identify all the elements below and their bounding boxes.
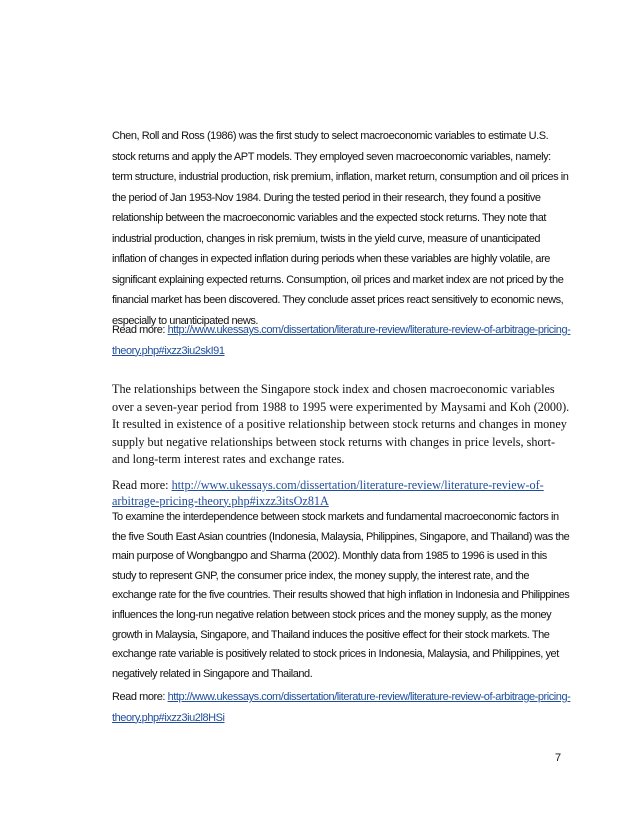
read-more-link-3[interactable]: http://www.ukessays.com/dissertation/literature-review/literature-review-of-arbitrage-pricing-theory.php#ixzz3iu2l8HSi (112, 691, 571, 724)
read-more-3 (112, 687, 572, 728)
paragraph-chen-roll-ross: Chen, Roll and Ross (1986) was the first study to select macroeconomic variables to estimate U.S. stock returns and apply the APT models. They employed seven macroeconomic variables, namely: term structure, industrial production, risk premium, inflation, market return, consumption and oil prices in the period of Jan 1953-Nov 1984. During the tested period in their research, they found a positive relationship between the macroeconomic variables and the expected stock returns. They note that industrial production, changes in risk premium, twists in the yield curve, measure of unanticipated inflation of changes in expected inflation during periods when these variables are highly volatile, are significant explaining expected returns. Consumption, oil prices and market index are not priced by the financial market has been discovered. They conclude asset prices react sensitively to economic news, especially to unanticipated news. (112, 130, 569, 327)
read-more-1 (112, 320, 572, 361)
read-more-label: Read more: (112, 324, 165, 336)
read-more-2 (112, 478, 572, 509)
read-more-label: Read more: (112, 478, 169, 492)
read-more-link-2[interactable]: http://www.ukessays.com/dissertation/literature-review/literature-review-of-arbitrage-pricing-theory.php#ixzz3itsOz81A (112, 478, 544, 508)
paragraph-maysami-koh: The relationships between the Singapore stock index and chosen macroeconomic variables over a seven-year period from 1988 to 1995 were experimented by Maysami and Koh (2000). It resulted in existence of a positive relationship between stock returns and changes in money supply but negative relationships between stock returns with changes in price levels, short- and long-term interest rates and exchange rates. (112, 382, 570, 467)
read-more-label: Read more: (112, 691, 165, 703)
read-more-link-1[interactable]: http://www.ukessays.com/dissertation/literature-review/literature-review-of-arbitrage-pricing-theory.php#ixzz3iu2skI91 (112, 324, 571, 357)
page-number: 7 (555, 752, 562, 764)
paragraph-wongbangpo-sharma: To examine the interdependence between stock markets and fundamental macroeconomic factors in the five South East Asian countries (Indonesia, Malaysia, Philippines, Singapore, and Thailand) was the main purpose of Wongbangpo and Sharma (2002). Monthly data from 1985 to 1996 is used in this study to represent GNP, the consumer price index, the money supply, the interest rate, and the exchange rate for the five countries. Their results showed that high inflation in Indonesia and Philippines influences the long-run negative relation between stock prices and the money supply, as the money growth in Malaysia, Singapore, and Thailand induces the positive effect for their stock markets. The exchange rate variable is positively related to stock prices in Indonesia, Malaysia, and Philippines, yet negatively related in Singapore and Thailand. (112, 511, 570, 680)
